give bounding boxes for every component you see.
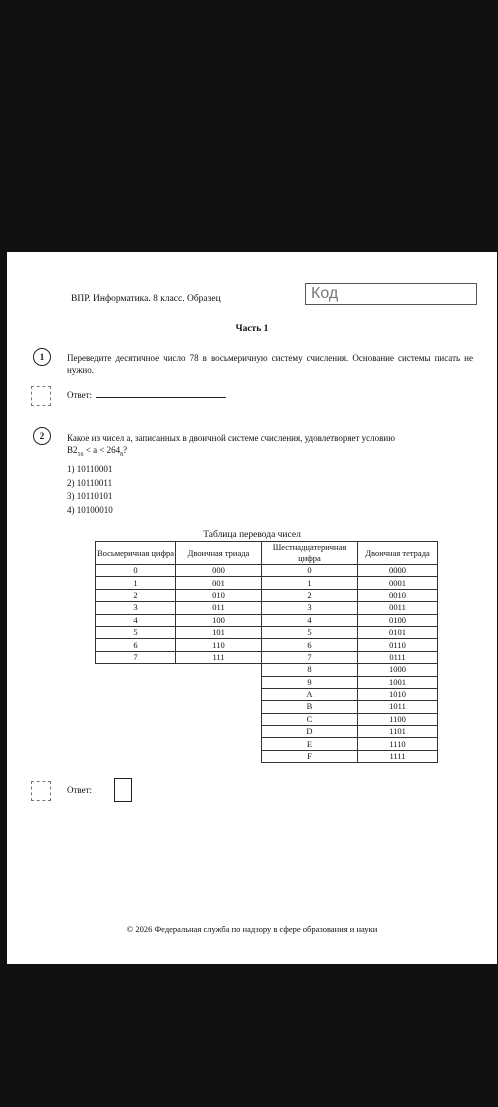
table-row [96, 589, 438, 601]
octal-digit: 5 [96, 626, 176, 638]
binary-tetrad: 0010 [358, 589, 438, 601]
question-1-text: Переведите десятичное число 78 в восьмеричную систему счисления. Основание системы писать не нужно. [67, 353, 473, 375]
question-2-answer-box[interactable] [114, 778, 132, 802]
binary-triad: 101 [176, 626, 262, 638]
option-1: 1) 10110001 [67, 464, 113, 474]
hex-digit: D [262, 726, 358, 738]
binary-tetrad: 0101 [358, 626, 438, 638]
octal-digit: 2 [96, 589, 176, 601]
table-row [96, 577, 438, 589]
hex-digit: 8 [262, 664, 358, 676]
binary-triad: 001 [176, 577, 262, 589]
question-2-score-box [31, 781, 51, 801]
binary-tetrad: 0001 [358, 577, 438, 589]
empty-cell [96, 664, 262, 763]
hex-digit: 4 [262, 614, 358, 626]
question-2-condition: $B2_{16} < a < 264_8$? [67, 445, 128, 458]
footer-copyright: © 2026 Федеральная служба по надзору в сфере образования и науки [126, 924, 378, 934]
hex-digit: 0 [262, 565, 358, 577]
octal-digit: 3 [96, 602, 176, 614]
question-1-answer [67, 388, 226, 400]
question-2-text [67, 432, 473, 461]
header-hex: Шестнадцатеричная цифра [262, 542, 358, 565]
document-header-title: ВПР. Информатика. 8 класс. Образец [71, 294, 221, 304]
binary-triad: 000 [176, 565, 262, 577]
hex-digit: A [262, 688, 358, 700]
hex-digit: C [262, 713, 358, 725]
hex-digit: 5 [262, 626, 358, 638]
question-2-answer-label: Ответ: [67, 785, 93, 795]
header-triad: Двоичная триада [176, 542, 262, 565]
hex-digit: 3 [262, 602, 358, 614]
hex-digit: B [262, 701, 358, 713]
binary-tetrad: 1110 [358, 738, 438, 750]
header-octal: Восьмеричная цифра [96, 542, 176, 565]
hex-digit: 6 [262, 639, 358, 651]
table-row [96, 626, 438, 638]
binary-tetrad: 0000 [358, 565, 438, 577]
table-row [96, 651, 438, 663]
option-4: 4) 10100010 [67, 504, 113, 515]
binary-tetrad: 1111 [358, 750, 438, 762]
option-3: 3) 10110101 [67, 491, 113, 501]
hex-digit: E [262, 738, 358, 750]
binary-tetrad: 1000 [358, 664, 438, 676]
binary-triad: 011 [176, 602, 262, 614]
octal-digit: 4 [96, 614, 176, 626]
binary-tetrad: 1101 [358, 726, 438, 738]
code-field[interactable]: Код [305, 283, 477, 305]
binary-tetrad: 1001 [358, 676, 438, 688]
binary-triad: 111 [176, 651, 262, 663]
octal-digit: 7 [96, 651, 176, 663]
binary-tetrad: 0111 [358, 651, 438, 663]
binary-triad: 110 [176, 639, 262, 651]
hex-digit: F [262, 750, 358, 762]
conversion-table [95, 541, 438, 763]
binary-tetrad: 1011 [358, 701, 438, 713]
table-row [96, 602, 438, 614]
binary-tetrad: 1100 [358, 713, 438, 725]
binary-tetrad: 0011 [358, 602, 438, 614]
header-tetrad: Двоичная тетрада [358, 542, 438, 565]
document-page [7, 252, 497, 964]
question-1-answer-label: Ответ: [67, 390, 93, 400]
octal-digit: 0 [96, 565, 176, 577]
hex-digit: 7 [262, 651, 358, 663]
binary-triad: 100 [176, 614, 262, 626]
question-1-number: 1 [33, 348, 51, 366]
octal-digit: 1 [96, 577, 176, 589]
table-row [96, 664, 438, 676]
octal-digit: 6 [96, 639, 176, 651]
hex-digit: 9 [262, 676, 358, 688]
part-title: Часть 1 [235, 324, 269, 334]
question-1-answer-line[interactable] [96, 388, 226, 398]
question-2-options [67, 463, 113, 517]
table-row [96, 639, 438, 651]
binary-tetrad: 0100 [358, 614, 438, 626]
question-2-line1: Какое из чисел a, записанных в двоичной системе счисления, удовлетворяет условию [67, 433, 395, 443]
table-row [96, 614, 438, 626]
binary-tetrad: 0110 [358, 639, 438, 651]
question-1-score-box [31, 386, 51, 406]
hex-digit: 1 [262, 577, 358, 589]
option-2: 2) 10110011 [67, 477, 113, 488]
binary-tetrad: 1010 [358, 688, 438, 700]
table-caption: Таблица перевода чисел [203, 530, 301, 540]
table-row [96, 565, 438, 577]
question-2-number: 2 [33, 427, 51, 445]
binary-triad: 010 [176, 589, 262, 601]
hex-digit: 2 [262, 589, 358, 601]
